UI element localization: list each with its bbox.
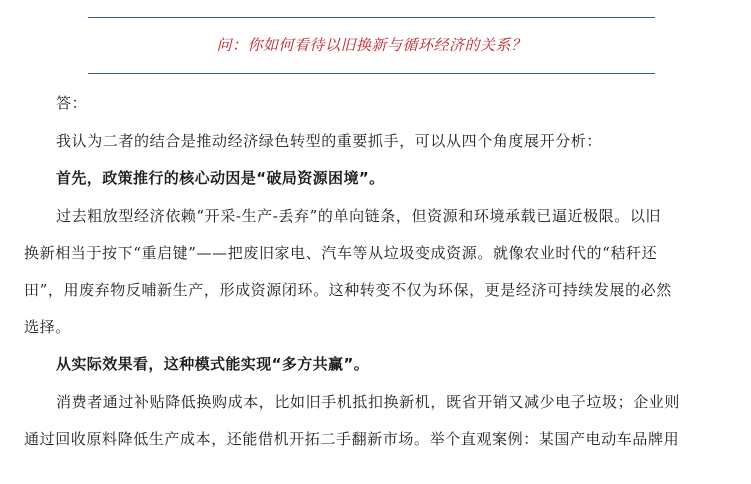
bottom-rule [88,73,655,74]
section1-line-1: 过去粗放型经济依赖“开采-生产-丢弃”的单向链条，但资源和环境承载已逼近极限。以旧 [56,207,662,225]
answer-label: 答： [56,94,88,112]
section1-heading: 首先，政策推行的核心动因是“破局资源困境”。 [56,169,385,187]
section2-line-1: 消费者通过补贴降低换购成本，比如旧手机抵扣换新机，既省开销又减少电子垃圾；企业则 [56,393,681,411]
question-title: 问：你如何看待以旧换新与循环经济的关系？ [216,36,527,54]
section1-line-3: 田”，用废弃物反哺新生产，形成资源闭环。这种转变不仅为环保，更是经济可持续发展的必然 [24,281,672,299]
section2-heading: 从实际效果看，这种模式能实现“多方共赢”。 [56,355,370,373]
top-rule [88,17,655,18]
section1-line-2: 换新相当于按下“重启键”——把废旧家电、汽车等从垃圾变成资源。就像农业时代的“秸秆还 [24,244,658,262]
section1-line-4: 选择。 [24,318,71,336]
section2-line-2: 通过回收原料降低生产成本，还能借机开拓二手翻新市场。举个直观案例：某国产电动车品牌用 [24,430,680,448]
intro-paragraph: 我认为二者的结合是推动经济绿色转型的重要抓手，可以从四个角度展开分析： [56,132,603,150]
